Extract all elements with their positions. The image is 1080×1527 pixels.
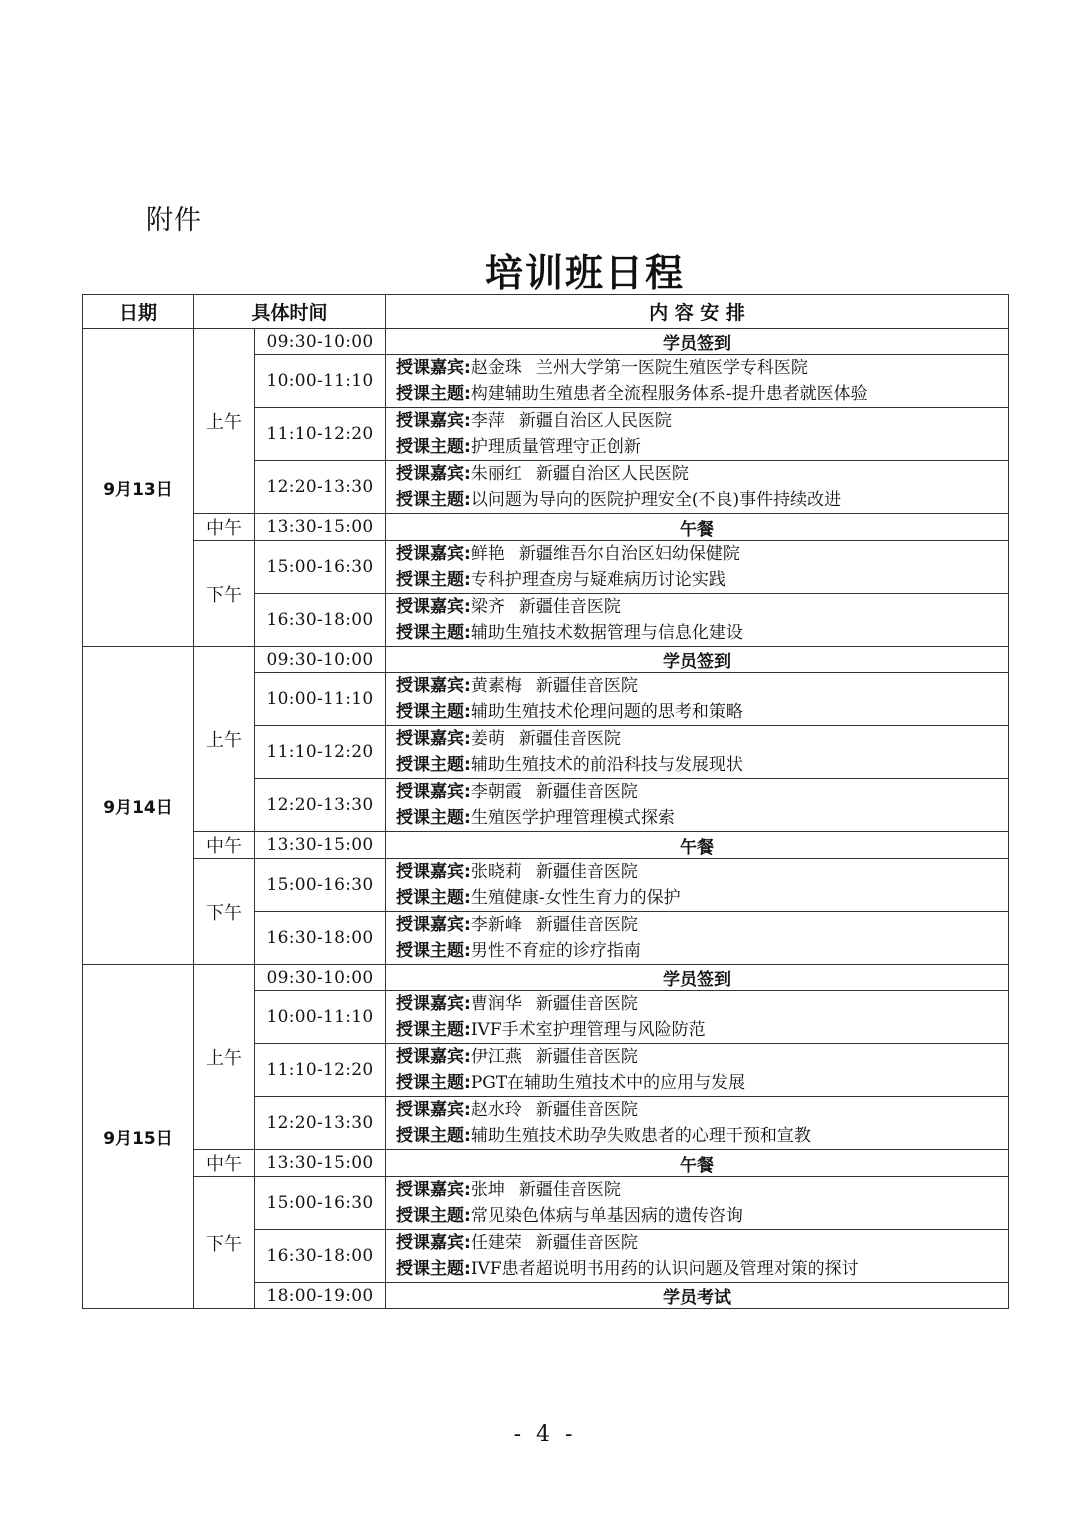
activity-cell: 学员签到 bbox=[386, 329, 1009, 355]
session-cell bbox=[386, 355, 1009, 408]
column-header-date: 日期 bbox=[83, 295, 194, 329]
session-cell bbox=[386, 408, 1009, 461]
table-row bbox=[83, 832, 1009, 859]
time-cell: 10:00-11:10 bbox=[255, 673, 386, 726]
activity-cell: 午餐 bbox=[386, 832, 1009, 859]
topic-text: 专科护理查房与疑难病历讨论实践 bbox=[470, 570, 726, 590]
speaker-line bbox=[396, 1097, 1008, 1123]
topic-line bbox=[396, 699, 1008, 725]
speaker-name: 李朝霞 bbox=[470, 782, 522, 802]
topic-line bbox=[396, 567, 1008, 593]
table-row bbox=[83, 541, 1009, 594]
speaker-org: 新疆佳音医院 bbox=[535, 862, 638, 882]
session-cell bbox=[386, 1044, 1009, 1097]
speaker-org: 兰州大学第一医院生殖医学专科医院 bbox=[535, 358, 808, 378]
table-row bbox=[83, 1177, 1009, 1230]
speaker-line bbox=[396, 594, 1008, 620]
speaker-org: 新疆佳音医院 bbox=[518, 1180, 621, 1200]
speaker-line bbox=[396, 1044, 1008, 1070]
time-cell: 13:30-15:00 bbox=[255, 832, 386, 859]
speaker-name: 张晓莉 bbox=[470, 862, 522, 882]
time-cell: 13:30-15:00 bbox=[255, 514, 386, 541]
session-cell bbox=[386, 991, 1009, 1044]
speaker-name: 李新峰 bbox=[470, 915, 522, 935]
time-cell: 11:10-12:20 bbox=[255, 726, 386, 779]
date-cell: 9月13日 bbox=[83, 329, 194, 647]
topic-label: 授课主题: bbox=[396, 1073, 471, 1093]
speaker-org: 新疆佳音医院 bbox=[518, 597, 621, 617]
speaker-org: 新疆佳音医院 bbox=[518, 729, 621, 749]
topic-label: 授课主题: bbox=[396, 437, 471, 457]
topic-label: 授课主题: bbox=[396, 1206, 471, 1226]
period-cell: 下午 bbox=[194, 859, 255, 965]
speaker-label: 授课嘉宾: bbox=[396, 1233, 471, 1253]
table-header-row bbox=[83, 295, 1009, 329]
activity-cell: 学员签到 bbox=[386, 647, 1009, 673]
time-cell: 18:00-19:00 bbox=[255, 1283, 386, 1309]
time-cell: 09:30-10:00 bbox=[255, 965, 386, 991]
topic-text: IVF患者超说明书用药的认识问题及管理对策的探讨 bbox=[470, 1259, 859, 1279]
column-header-content: 内 容 安 排 bbox=[386, 295, 1009, 329]
session-cell bbox=[386, 912, 1009, 965]
speaker-label: 授课嘉宾: bbox=[396, 597, 471, 617]
time-cell: 11:10-12:20 bbox=[255, 408, 386, 461]
session-cell bbox=[386, 859, 1009, 912]
topic-line bbox=[396, 1203, 1008, 1229]
speaker-name: 任建荣 bbox=[470, 1233, 522, 1253]
topic-line bbox=[396, 434, 1008, 460]
time-cell: 09:30-10:00 bbox=[255, 647, 386, 673]
speaker-label: 授课嘉宾: bbox=[396, 1180, 471, 1200]
speaker-name: 张坤 bbox=[470, 1180, 505, 1200]
speaker-label: 授课嘉宾: bbox=[396, 411, 471, 431]
speaker-name: 朱丽红 bbox=[470, 464, 522, 484]
time-cell: 16:30-18:00 bbox=[255, 912, 386, 965]
topic-text: PGT在辅助生殖技术中的应用与发展 bbox=[470, 1073, 746, 1093]
topic-text: 男性不育症的诊疗指南 bbox=[470, 941, 641, 961]
speaker-line bbox=[396, 991, 1008, 1017]
speaker-label: 授课嘉宾: bbox=[396, 1047, 471, 1067]
topic-line bbox=[396, 381, 1008, 407]
table-row bbox=[83, 1150, 1009, 1177]
table-row bbox=[83, 965, 1009, 991]
session-cell bbox=[386, 779, 1009, 832]
topic-line bbox=[396, 1123, 1008, 1149]
speaker-name: 梁齐 bbox=[470, 597, 505, 617]
topic-label: 授课主题: bbox=[396, 702, 471, 722]
speaker-line bbox=[396, 859, 1008, 885]
time-cell: 09:30-10:00 bbox=[255, 329, 386, 355]
period-cell: 上午 bbox=[194, 329, 255, 514]
speaker-org: 新疆佳音医院 bbox=[535, 915, 638, 935]
speaker-org: 新疆维吾尔自治区妇幼保健院 bbox=[518, 544, 740, 564]
speaker-name: 鲜艳 bbox=[470, 544, 505, 564]
topic-text: 常见染色体病与单基因病的遗传咨询 bbox=[470, 1206, 743, 1226]
session-cell bbox=[386, 461, 1009, 514]
schedule-table bbox=[82, 294, 1009, 1309]
speaker-label: 授课嘉宾: bbox=[396, 464, 471, 484]
speaker-name: 姜萌 bbox=[470, 729, 505, 749]
speaker-label: 授课嘉宾: bbox=[396, 676, 471, 696]
speaker-org: 新疆佳音医院 bbox=[535, 994, 638, 1014]
speaker-name: 伊江燕 bbox=[470, 1047, 522, 1067]
topic-text: 构建辅助生殖患者全流程服务体系-提升患者就医体验 bbox=[470, 384, 868, 404]
time-cell: 16:30-18:00 bbox=[255, 594, 386, 647]
topic-label: 授课主题: bbox=[396, 623, 471, 643]
table-row bbox=[83, 514, 1009, 541]
speaker-label: 授课嘉宾: bbox=[396, 544, 471, 564]
speaker-name: 曹润华 bbox=[470, 994, 522, 1014]
time-cell: 15:00-16:30 bbox=[255, 541, 386, 594]
speaker-label: 授课嘉宾: bbox=[396, 994, 471, 1014]
topic-text: 辅助生殖技术助孕失败患者的心理干预和宣教 bbox=[470, 1126, 811, 1146]
topic-line bbox=[396, 1070, 1008, 1096]
period-cell: 中午 bbox=[194, 1150, 255, 1177]
time-cell: 15:00-16:30 bbox=[255, 859, 386, 912]
speaker-label: 授课嘉宾: bbox=[396, 358, 471, 378]
speaker-label: 授课嘉宾: bbox=[396, 915, 471, 935]
time-cell: 13:30-15:00 bbox=[255, 1150, 386, 1177]
topic-label: 授课主题: bbox=[396, 888, 471, 908]
session-cell bbox=[386, 1177, 1009, 1230]
speaker-line bbox=[396, 673, 1008, 699]
activity-cell: 午餐 bbox=[386, 514, 1009, 541]
topic-text: 以问题为导向的医院护理安全(不良)事件持续改进 bbox=[470, 490, 842, 510]
topic-label: 授课主题: bbox=[396, 755, 471, 775]
speaker-line bbox=[396, 912, 1008, 938]
topic-text: 生殖医学护理管理模式探索 bbox=[470, 808, 675, 828]
topic-text: 辅助生殖技术的前沿科技与发展现状 bbox=[470, 755, 743, 775]
topic-label: 授课主题: bbox=[396, 941, 471, 961]
table-row bbox=[83, 859, 1009, 912]
table-row bbox=[83, 329, 1009, 355]
speaker-line bbox=[396, 1230, 1008, 1256]
topic-line bbox=[396, 1256, 1008, 1282]
speaker-org: 新疆自治区人民医院 bbox=[535, 464, 689, 484]
topic-text: 生殖健康-女性生育力的保护 bbox=[470, 888, 681, 908]
activity-cell: 午餐 bbox=[386, 1150, 1009, 1177]
speaker-line bbox=[396, 1177, 1008, 1203]
speaker-org: 新疆佳音医院 bbox=[535, 1233, 638, 1253]
period-cell: 上午 bbox=[194, 965, 255, 1150]
period-cell: 上午 bbox=[194, 647, 255, 832]
topic-label: 授课主题: bbox=[396, 1020, 471, 1040]
topic-label: 授课主题: bbox=[396, 384, 471, 404]
speaker-org: 新疆佳音医院 bbox=[535, 676, 638, 696]
speaker-label: 授课嘉宾: bbox=[396, 782, 471, 802]
topic-label: 授课主题: bbox=[396, 1126, 471, 1146]
topic-label: 授课主题: bbox=[396, 808, 471, 828]
period-cell: 下午 bbox=[194, 1177, 255, 1309]
session-cell bbox=[386, 726, 1009, 779]
speaker-line bbox=[396, 461, 1008, 487]
session-cell bbox=[386, 541, 1009, 594]
activity-cell: 学员签到 bbox=[386, 965, 1009, 991]
topic-line bbox=[396, 805, 1008, 831]
speaker-name: 赵金珠 bbox=[470, 358, 522, 378]
speaker-line bbox=[396, 408, 1008, 434]
speaker-line bbox=[396, 355, 1008, 381]
speaker-label: 授课嘉宾: bbox=[396, 862, 471, 882]
time-cell: 12:20-13:30 bbox=[255, 1097, 386, 1150]
activity-cell: 学员考试 bbox=[386, 1283, 1009, 1309]
column-header-time: 具体时间 bbox=[194, 295, 386, 329]
speaker-line bbox=[396, 541, 1008, 567]
topic-line bbox=[396, 1017, 1008, 1043]
period-cell: 中午 bbox=[194, 832, 255, 859]
page-number: - 4 - bbox=[513, 1422, 577, 1447]
speaker-line bbox=[396, 726, 1008, 752]
speaker-org: 新疆佳音医院 bbox=[535, 782, 638, 802]
time-cell: 11:10-12:20 bbox=[255, 1044, 386, 1097]
topic-line bbox=[396, 885, 1008, 911]
topic-text: 辅助生殖技术数据管理与信息化建设 bbox=[470, 623, 743, 643]
topic-text: 护理质量管理守正创新 bbox=[470, 437, 641, 457]
speaker-org: 新疆自治区人民医院 bbox=[518, 411, 672, 431]
session-cell bbox=[386, 1230, 1009, 1283]
date-cell: 9月14日 bbox=[83, 647, 194, 965]
speaker-name: 赵水玲 bbox=[470, 1100, 522, 1120]
session-cell bbox=[386, 1097, 1009, 1150]
session-cell bbox=[386, 594, 1009, 647]
topic-line bbox=[396, 938, 1008, 964]
topic-line bbox=[396, 487, 1008, 513]
time-cell: 12:20-13:30 bbox=[255, 779, 386, 832]
time-cell: 15:00-16:30 bbox=[255, 1177, 386, 1230]
time-cell: 12:20-13:30 bbox=[255, 461, 386, 514]
topic-line bbox=[396, 752, 1008, 778]
period-cell: 中午 bbox=[194, 514, 255, 541]
speaker-line bbox=[396, 779, 1008, 805]
speaker-label: 授课嘉宾: bbox=[396, 729, 471, 749]
page-title: 培训班日程 bbox=[484, 251, 685, 295]
table-row bbox=[83, 647, 1009, 673]
topic-label: 授课主题: bbox=[396, 570, 471, 590]
time-cell: 10:00-11:10 bbox=[255, 355, 386, 408]
topic-text: 辅助生殖技术伦理问题的思考和策略 bbox=[470, 702, 743, 722]
speaker-name: 李萍 bbox=[470, 411, 505, 431]
date-cell: 9月15日 bbox=[83, 965, 194, 1309]
speaker-org: 新疆佳音医院 bbox=[535, 1047, 638, 1067]
speaker-org: 新疆佳音医院 bbox=[535, 1100, 638, 1120]
topic-label: 授课主题: bbox=[396, 1259, 471, 1279]
time-cell: 16:30-18:00 bbox=[255, 1230, 386, 1283]
topic-label: 授课主题: bbox=[396, 490, 471, 510]
session-cell bbox=[386, 673, 1009, 726]
speaker-label: 授课嘉宾: bbox=[396, 1100, 471, 1120]
attachment-label: 附件 bbox=[146, 205, 202, 236]
schedule-body bbox=[83, 329, 1009, 1309]
topic-text: IVF手术室护理管理与风险防范 bbox=[470, 1020, 706, 1040]
topic-line bbox=[396, 620, 1008, 646]
period-cell: 下午 bbox=[194, 541, 255, 647]
speaker-name: 黄素梅 bbox=[470, 676, 522, 696]
time-cell: 10:00-11:10 bbox=[255, 991, 386, 1044]
